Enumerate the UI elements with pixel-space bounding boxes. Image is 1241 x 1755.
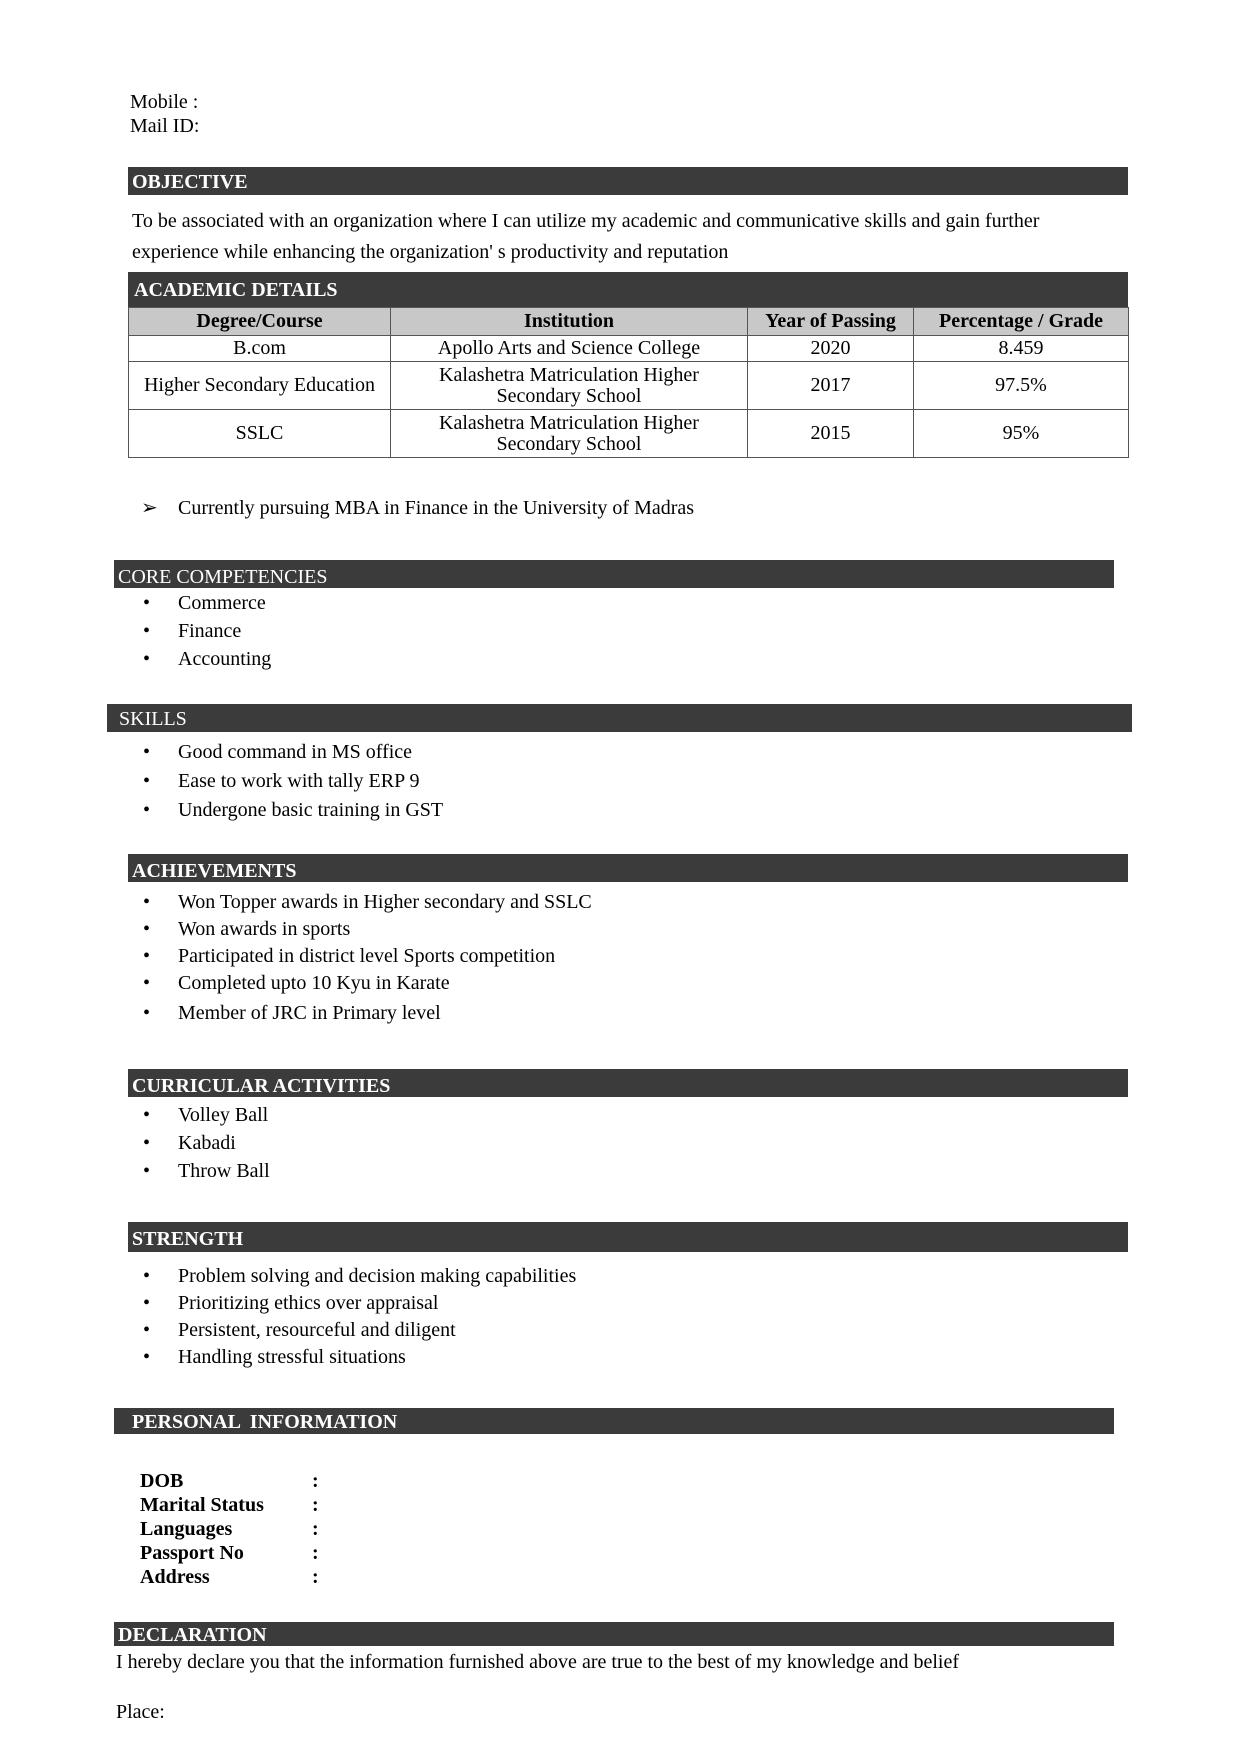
list-item: • Kabadi: [143, 1132, 236, 1154]
objective-title: OBJECTIVE: [132, 171, 248, 193]
bullet-icon: •: [143, 648, 151, 670]
list-item: • Commerce: [143, 592, 266, 614]
bullet-icon: •: [143, 1292, 151, 1314]
bullet-icon: •: [143, 891, 151, 913]
institution-line-2: Secondary School: [496, 432, 642, 455]
list-item: • Completed upto 10 Kyu in Karate: [143, 972, 450, 994]
objective-line-1: To be associated with an organization where I can utilize my academic and communicative skills and gain further: [132, 210, 1040, 232]
bullet-icon: •: [143, 972, 151, 994]
mail-label: Mail ID:: [130, 115, 200, 137]
bullet-icon: •: [143, 741, 151, 763]
bullet-icon: •: [143, 592, 151, 614]
bullet-icon: •: [143, 770, 151, 792]
bullet-icon: •: [143, 1002, 151, 1024]
academic-table: [128, 307, 1129, 458]
cell-institution: Apollo Arts and Science College: [391, 336, 748, 362]
list-item: • Prioritizing ethics over appraisal: [143, 1292, 439, 1314]
marital-status-colon: :: [312, 1494, 319, 1516]
declaration-header: [114, 1622, 1114, 1646]
bullet-icon: •: [143, 918, 151, 940]
list-item: • Ease to work with tally ERP 9: [143, 770, 420, 792]
address-label: Address: [140, 1566, 210, 1588]
list-item: • Persistent, resourceful and diligent: [143, 1319, 456, 1341]
personal-info-title: PERSONAL INFORMATION: [132, 1411, 398, 1433]
cell-year: 2015: [748, 410, 914, 458]
cell-grade: 97.5%: [914, 362, 1129, 410]
cell-year: 2020: [748, 336, 914, 362]
declaration-text: I hereby declare you that the information furnished above are true to the best of my knowledge and belief: [116, 1651, 960, 1673]
dob-colon: :: [312, 1470, 319, 1492]
list-item: • Finance: [143, 620, 242, 642]
objective-line-2: experience while enhancing the organization' s productivity and reputation: [132, 241, 729, 263]
personal-info-header: [114, 1408, 1114, 1434]
list-item: • Good command in MS office: [143, 741, 413, 763]
curricular-list: [130, 1104, 270, 1188]
strength-title: STRENGTH: [132, 1228, 244, 1250]
academic-header: [128, 272, 1128, 307]
bullet-icon: •: [143, 1319, 151, 1341]
address-colon: :: [312, 1566, 319, 1588]
achievements-title: ACHIEVEMENTS: [132, 860, 297, 882]
bullet-icon: •: [143, 1132, 151, 1154]
col-institution: Institution: [391, 308, 748, 336]
list-item: • Problem solving and decision making capabilities: [143, 1265, 577, 1287]
list-item: • Member of JRC in Primary level: [143, 1002, 441, 1024]
curricular-header: [128, 1069, 1128, 1097]
declaration-title: DECLARATION: [118, 1624, 267, 1646]
core-competencies-list: [130, 592, 271, 676]
bullet-icon: •: [143, 945, 151, 967]
skills-list: [130, 741, 443, 828]
cell-grade: 8.459: [914, 336, 1129, 362]
cell-year: 2017: [748, 362, 914, 410]
curricular-title: CURRICULAR ACTIVITIES: [132, 1075, 391, 1097]
marital-status-label: Marital Status: [140, 1494, 264, 1516]
list-item: • Undergone basic training in GST: [143, 799, 444, 821]
cell-degree: B.com: [129, 336, 391, 362]
languages-label: Languages: [140, 1518, 233, 1540]
institution-line-1: Kalashetra Matriculation Higher: [439, 411, 699, 434]
bullet-icon: •: [143, 1104, 151, 1126]
core-competencies-header: [114, 560, 1114, 588]
cell-institution: [391, 362, 748, 410]
bullet-icon: •: [143, 799, 151, 821]
arrow-bullet-icon: ➢: [141, 497, 158, 519]
mobile-label: Mobile :: [130, 91, 199, 113]
academic-title: ACADEMIC DETAILS: [134, 279, 338, 301]
objective-header: [128, 167, 1128, 195]
passport-no-colon: :: [312, 1542, 319, 1564]
passport-no-label: Passport No: [140, 1542, 244, 1564]
table-row: [129, 410, 1129, 458]
bullet-icon: •: [143, 1346, 151, 1368]
achievements-list: [130, 891, 592, 1029]
table-row: [129, 362, 1129, 410]
skills-header: [107, 704, 1132, 732]
list-item: • Volley Ball: [143, 1104, 269, 1126]
list-item: • Handling stressful situations: [143, 1346, 406, 1368]
bullet-icon: •: [143, 1265, 151, 1287]
table-header-row: [129, 308, 1129, 336]
table-row: [129, 336, 1129, 362]
strength-header: [128, 1222, 1128, 1252]
col-year: Year of Passing: [748, 308, 914, 336]
list-item: • Won Topper awards in Higher secondary and SSLC: [143, 891, 592, 913]
col-grade: Percentage / Grade: [914, 308, 1129, 336]
languages-colon: :: [312, 1518, 319, 1540]
place-label: Place:: [116, 1701, 165, 1723]
core-competencies-title: CORE COMPETENCIES: [118, 566, 328, 588]
institution-line-2: Secondary School: [496, 384, 642, 407]
list-item: • Won awards in sports: [143, 918, 351, 940]
col-degree: Degree/Course: [129, 308, 391, 336]
skills-title: SKILLS: [119, 708, 187, 730]
cell-degree: Higher Secondary Education: [129, 362, 391, 410]
list-item: • Accounting: [143, 648, 272, 670]
cell-degree: SSLC: [129, 410, 391, 458]
strength-list: [130, 1265, 576, 1373]
institution-line-1: Kalashetra Matriculation Higher: [439, 363, 699, 386]
bullet-icon: •: [143, 1160, 151, 1182]
dob-label: DOB: [140, 1470, 184, 1492]
bullet-icon: •: [143, 620, 151, 642]
list-item: • Throw Ball: [143, 1160, 270, 1182]
cell-institution: [391, 410, 748, 458]
mba-note: Currently pursuing MBA in Finance in the University of Madras: [178, 497, 695, 519]
achievements-header: [128, 854, 1128, 882]
list-item: • Participated in district level Sports competition: [143, 945, 556, 967]
cell-grade: 95%: [914, 410, 1129, 458]
